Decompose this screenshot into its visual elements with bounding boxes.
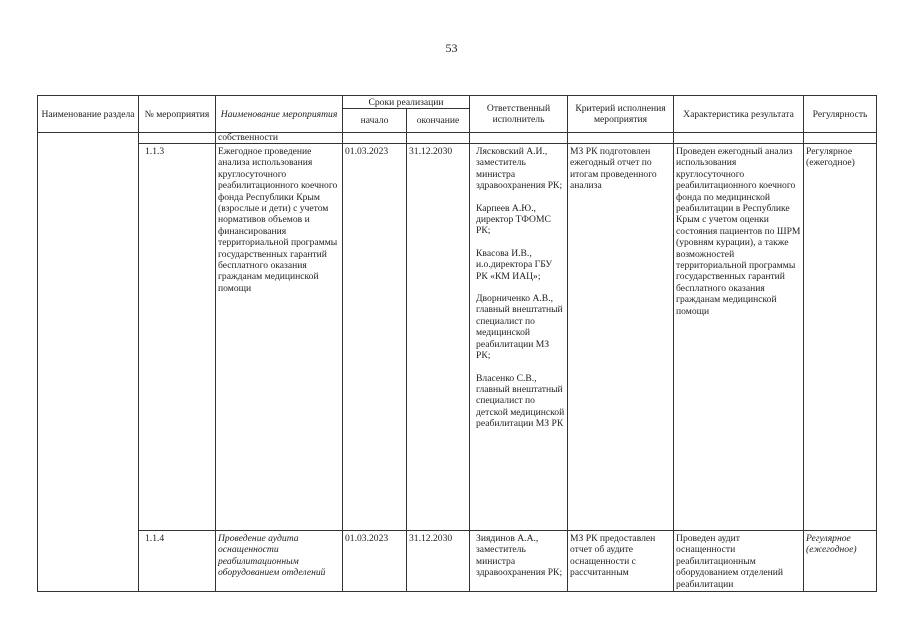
cell-empty xyxy=(407,133,470,144)
cell-empty xyxy=(804,133,877,144)
cell-end: 31.12.2030 xyxy=(407,531,470,592)
header-section-name: Наименование раздела xyxy=(38,96,139,133)
table-row-continuation xyxy=(38,133,877,144)
responsible-person: Карпеев А.Ю., директор ТФОМС РК; xyxy=(476,202,551,237)
cell-number: 1.1.4 xyxy=(139,531,216,592)
cell-empty xyxy=(139,133,216,144)
cell-name: Ежегодное проведение анализа использования круглосуточного реабилитационного коечного фонда Республики Крым (взрослые и дети) с учетом нормативов объемов и финансирования территориальной программы государственных гарантий бесплатного оказания гражданам медицинской помощи xyxy=(216,144,343,531)
cell-regularity: Регулярное (ежегодное) xyxy=(804,144,877,531)
cell-continuation-text: собственности xyxy=(216,133,343,144)
responsible-person: Дворниченко А.В., главный внештатный специалист по медицинской реабилитации МЗ РК; xyxy=(476,293,563,362)
header-end: окончание xyxy=(407,109,470,133)
table-row xyxy=(38,144,877,531)
cell-result: Проведен аудит оснащенности реабилитационным оборудованием отделений реабилитации xyxy=(674,531,804,592)
cell-section xyxy=(38,133,139,592)
responsible-person: Власенко С.В., главный внештатный специалист по детской медицинской реабилитации МЗ РК xyxy=(476,372,565,430)
header-timeline: Сроки реализации xyxy=(343,96,470,109)
cell-end: 31.12.2030 xyxy=(407,144,470,531)
header-event-number: № мероприятия xyxy=(139,96,216,133)
cell-start: 01.03.2023 xyxy=(343,144,407,531)
cell-name: Проведение аудита оснащенности реабилитационным оборудованием отделений xyxy=(216,531,343,592)
cell-number: 1.1.3 xyxy=(139,144,216,531)
cell-criterion: МЗ РК предоставлен отчет об аудите оснащенности с рассчитанным xyxy=(568,531,674,592)
cell-result: Проведен ежегодный анализ использования круглосуточного реабилитационного коечного фонда по медицинской реабилитации в Республике Крым с учетом оценки состояния пациентов по ШРМ (уровням курации), а также возможностей территориальной программы государственных гарантий бесплатного оказания гражданам медицинской помощи xyxy=(674,144,804,531)
cell-empty xyxy=(470,133,568,144)
header-responsible: Ответственный исполнитель xyxy=(470,96,568,133)
header-start: начало xyxy=(343,109,407,133)
cell-criterion: МЗ РК подготовлен ежегодный отчет по итогам проведенного анализа xyxy=(568,144,674,531)
action-plan-table xyxy=(37,95,877,592)
cell-start: 01.03.2023 xyxy=(343,531,407,592)
responsible-person: Лясковский А.И., заместитель министра здравоохранения РК; xyxy=(476,146,563,192)
header-criterion: Критерий исполнения мероприятия xyxy=(568,96,674,133)
page-number: 53 xyxy=(445,41,458,55)
header-regularity: Регулярность xyxy=(804,96,877,133)
header-event-name: Наименование мероприятия xyxy=(216,96,343,133)
cell-responsible xyxy=(470,531,568,592)
cell-responsible xyxy=(470,144,568,531)
cell-empty xyxy=(568,133,674,144)
responsible-person: Квасова И.В., и.о.директора ГБУ РК «КМ ИАЦ»; xyxy=(476,247,553,282)
cell-empty xyxy=(343,133,407,144)
responsible-person: Зиядинов А.А., заместитель министра здравоохранения РК; xyxy=(476,533,563,579)
header-result: Характеристика результата xyxy=(674,96,804,133)
table-row xyxy=(38,531,877,592)
cell-empty xyxy=(674,133,804,144)
cell-regularity: Регулярное (ежегодное) xyxy=(804,531,877,592)
